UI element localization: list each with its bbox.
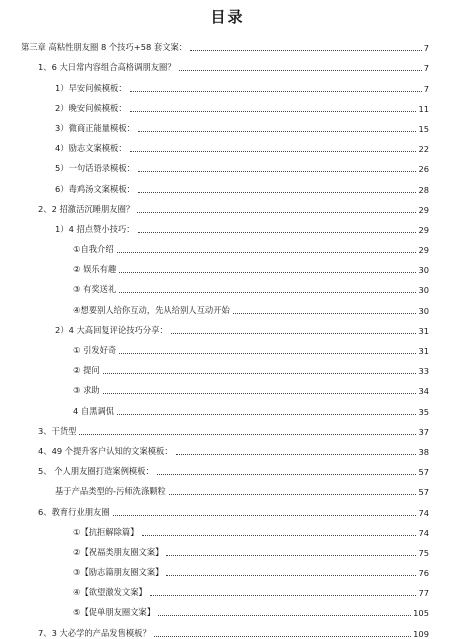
toc-entry-label: ②【祝福类朋友圈文案】 <box>73 546 164 557</box>
dot-leader <box>233 313 417 314</box>
toc-entry-label: 3）微商正能量模板： <box>55 122 135 133</box>
dot-leader <box>119 292 416 293</box>
toc-entry-label: 7、3 大必学的产品发售模板？ <box>38 627 151 638</box>
dot-leader <box>169 494 417 495</box>
toc-entry[interactable] <box>0 518 455 538</box>
toc-entry-label: 3、干货型 <box>38 425 77 436</box>
toc-entry-label: ①【抗拒解除篇】 <box>73 526 139 537</box>
toc-entry-page-number: 75 <box>418 547 429 558</box>
toc-entry[interactable] <box>0 255 455 275</box>
dot-leader <box>154 636 411 637</box>
toc-entry-page-number: 29 <box>418 224 429 235</box>
dot-leader <box>158 615 411 616</box>
toc-entry-page-number: 37 <box>418 426 429 437</box>
dot-leader <box>157 474 417 475</box>
toc-entry[interactable] <box>0 538 455 558</box>
toc-entry-page-number: 33 <box>418 366 429 377</box>
toc-entry-label: ② 提问 <box>73 365 100 376</box>
toc-entry-page-number: 31 <box>418 346 429 356</box>
toc-entry[interactable] <box>0 215 455 235</box>
toc-entry[interactable] <box>0 174 455 194</box>
toc-entry-label: ① 引发好奇 <box>73 345 117 355</box>
toc-entry-page-number: 30 <box>418 285 429 296</box>
dot-leader <box>119 272 416 273</box>
toc-entry-page-number: 38 <box>418 446 429 457</box>
toc-entry-page-number: 34 <box>418 386 429 397</box>
toc-entry[interactable] <box>0 437 455 457</box>
toc-entry[interactable] <box>0 33 455 53</box>
toc-entry-label: 基于产品类型的-污师洗涤颗粒 <box>55 486 166 497</box>
toc-entry-label: 5、 个人朋友圈打造案例模板： <box>38 466 154 477</box>
dot-leader <box>130 91 422 92</box>
toc-entry[interactable] <box>0 295 455 315</box>
dot-leader <box>130 111 417 112</box>
toc-entry[interactable] <box>0 316 455 336</box>
toc-entry-page-number: 28 <box>418 184 429 195</box>
toc-list <box>0 33 455 639</box>
toc-entry[interactable] <box>0 356 455 376</box>
toc-entry-label: 1、6 大日常内容组合高格调朋友圈？ <box>38 62 176 73</box>
toc-entry[interactable] <box>0 598 455 618</box>
dot-leader <box>130 151 417 152</box>
toc-entry-label: ④想要别人给你互动，先从给别人互动开始 <box>73 304 230 315</box>
dot-leader <box>166 555 416 556</box>
toc-entry-page-number: 35 <box>418 406 429 417</box>
toc-entry-page-number: 31 <box>418 325 429 336</box>
dot-leader <box>117 252 417 253</box>
dot-leader <box>176 454 417 455</box>
toc-entry-label: 2、2 招激活沉睡朋友圈？ <box>38 203 135 214</box>
toc-entry-label: 4 自黑调侃 <box>73 405 115 416</box>
toc-entry-page-number: 7 <box>423 63 429 74</box>
toc-entry-label: ④【欲望激发文案】 <box>73 587 147 598</box>
toc-entry-label: 6）毒鸡汤文案模板： <box>55 183 135 194</box>
toc-entry-page-number: 11 <box>418 103 429 114</box>
dot-leader <box>138 192 416 193</box>
page-title: 目录 <box>210 8 245 26</box>
toc-entry-label: 1）早安问候模板： <box>55 82 127 93</box>
dot-leader <box>166 575 416 576</box>
toc-entry[interactable] <box>0 275 455 295</box>
toc-entry-label: ② 娱乐有趣 <box>73 264 117 275</box>
toc-entry-label: ③【励志篇朋友圈文案】 <box>73 567 164 578</box>
toc-entry-page-number: 74 <box>418 507 429 518</box>
dot-leader <box>103 373 417 374</box>
toc-entry-label: 2）4 大高回复评论技巧分享： <box>55 324 168 335</box>
toc-entry[interactable] <box>0 235 455 255</box>
toc-entry-page-number: 57 <box>418 487 429 498</box>
toc-entry-label: ③ 求助 <box>73 385 100 396</box>
toc-entry[interactable] <box>0 376 455 396</box>
toc-entry-label: 4、49 个提升客户认知的文案模板： <box>38 445 173 456</box>
toc-entry-label: ③ 有奖送礼 <box>73 284 117 295</box>
toc-entry-page-number: 30 <box>418 265 429 276</box>
dot-leader <box>119 353 416 354</box>
toc-entry-page-number: 26 <box>418 164 429 175</box>
dot-leader <box>138 232 417 233</box>
dot-leader <box>103 393 417 394</box>
toc-entry-page-number: 22 <box>418 144 429 155</box>
toc-entry-label: 4）励志文案模板： <box>55 143 127 154</box>
toc-entry-label: 6、教育行业朋友圈 <box>38 506 110 517</box>
toc-entry[interactable] <box>0 195 455 215</box>
toc-entry[interactable] <box>0 457 455 477</box>
toc-entry[interactable] <box>0 114 455 134</box>
toc-entry-page-number: 76 <box>418 568 429 579</box>
toc-entry-page-number: 7 <box>423 83 429 94</box>
dot-leader <box>171 333 417 334</box>
dot-leader <box>179 70 422 71</box>
dot-leader <box>190 50 422 51</box>
toc-entry-label: 5）一句话语录模板： <box>55 163 135 174</box>
toc-entry-page-number: 15 <box>418 123 429 134</box>
toc-entry-page-number: 109 <box>413 628 429 639</box>
dot-leader <box>138 131 416 132</box>
toc-entry-label: ⑤【促单朋友圈文案】 <box>73 607 156 618</box>
dot-leader <box>79 434 416 435</box>
toc-entry-page-number: 105 <box>413 608 429 619</box>
dot-leader <box>138 171 416 172</box>
toc-entry[interactable] <box>0 396 455 416</box>
toc-entry[interactable] <box>0 336 455 356</box>
toc-entry-label: 1）4 招点赞小技巧： <box>55 223 135 234</box>
toc-entry-page-number: 57 <box>418 467 429 478</box>
toc-entry[interactable] <box>0 497 455 517</box>
toc-entry[interactable] <box>0 53 455 73</box>
toc-entry[interactable] <box>0 477 455 497</box>
toc-entry[interactable] <box>0 618 455 638</box>
toc-entry-page-number: 74 <box>418 527 429 538</box>
dot-leader <box>142 535 417 536</box>
toc-entry[interactable] <box>0 417 455 437</box>
dot-leader <box>150 595 417 596</box>
dot-leader <box>117 414 416 415</box>
toc-entry-page-number: 29 <box>418 204 429 215</box>
toc-entry-page-number: 29 <box>418 245 429 256</box>
toc-entry-page-number: 77 <box>418 588 429 599</box>
toc-entry-page-number: 7 <box>423 43 429 54</box>
dot-leader <box>137 212 416 213</box>
dot-leader <box>113 515 417 516</box>
toc-entry[interactable] <box>0 578 455 598</box>
toc-entry-label: 第三章 高粘性朋友圈 8 个技巧+58 套文案： <box>21 42 188 53</box>
toc-entry-label: 2）晚安问候模板： <box>55 102 127 113</box>
toc-entry[interactable] <box>0 154 455 174</box>
toc-entry-label: ①自我介绍 <box>73 244 114 255</box>
toc-entry-page-number: 30 <box>418 305 429 316</box>
toc-entry[interactable] <box>0 94 455 114</box>
toc-entry[interactable] <box>0 134 455 154</box>
toc-entry[interactable] <box>0 73 455 93</box>
